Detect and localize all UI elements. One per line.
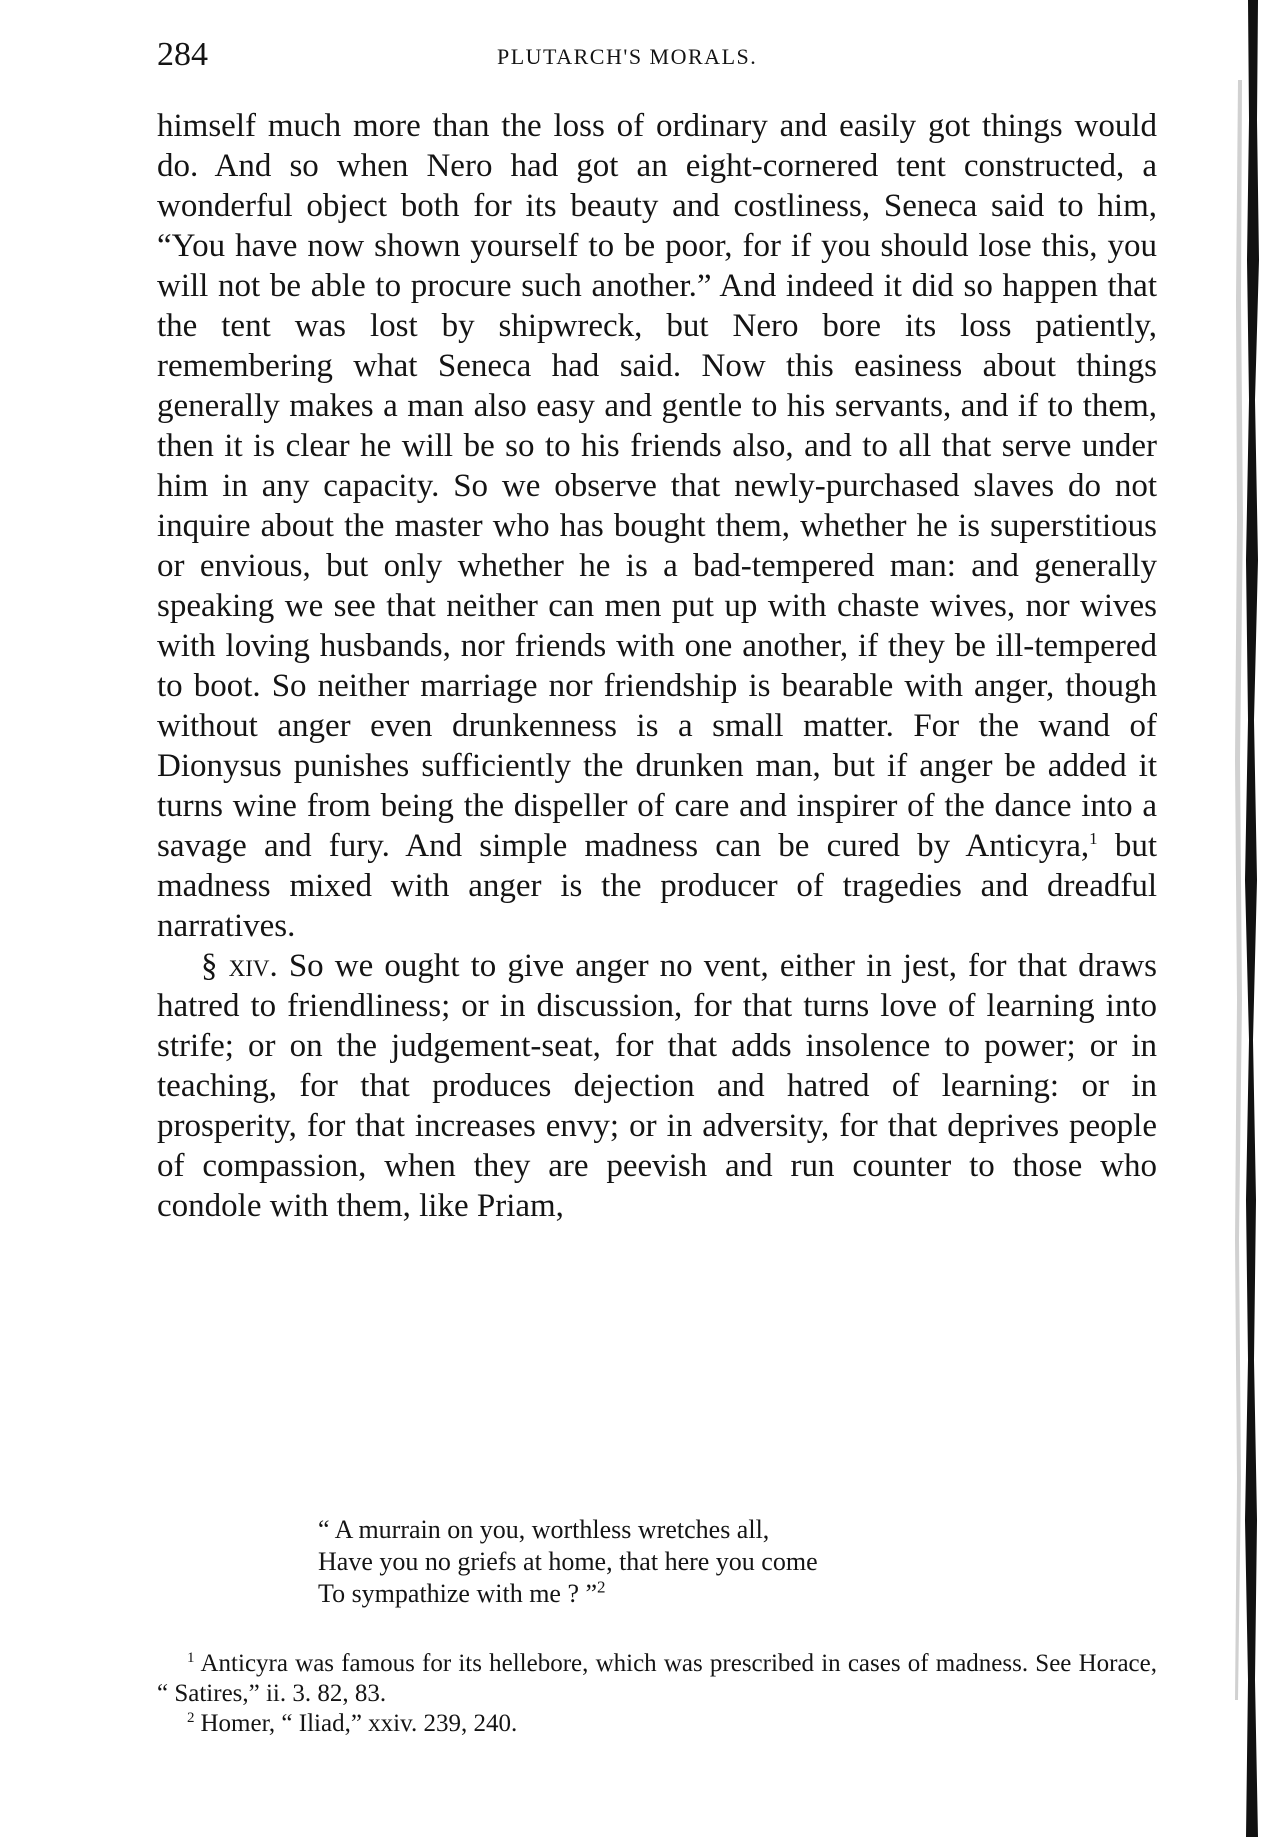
verse-line-text: Have you no griefs at home, that here you come xyxy=(318,1547,818,1576)
footnote-mark: 1 xyxy=(187,1649,195,1666)
body-text xyxy=(157,106,1157,1226)
verse-line xyxy=(318,1578,818,1610)
verse-quotation xyxy=(318,1514,818,1610)
verse-line xyxy=(318,1546,818,1578)
binding-edge-shadow xyxy=(1224,0,1270,1837)
paragraph-section-14 xyxy=(157,946,1157,1226)
footnote-1 xyxy=(157,1649,1157,1709)
footnote-text: Homer, “ Iliad,” xxiv. 239, 240. xyxy=(200,1710,518,1737)
paragraph-continuation xyxy=(157,106,1157,946)
page-number: 284 xyxy=(157,36,208,73)
verse-line-text: “ A murrain on you, worthless wretches all, xyxy=(318,1515,770,1544)
footnote-reference-2: 2 xyxy=(597,1577,606,1597)
page-header xyxy=(157,30,1157,80)
verse-line xyxy=(318,1514,818,1546)
footnote-text: Anticyra was famous for its hellebore, which was prescribed in cases of madness. See Horace, “ Satires,” ii. 3. 82, 83. xyxy=(157,1650,1157,1707)
paragraph-text: So we ought to give anger no vent, either in jest, for that draws hatred to friendliness; or in discussion, for that turns love of learning into strife; or on the judgement-seat, for that adds insolence to power; or in teaching, for that produces dejection and hatred of learning: or in prosperity, for that increases envy; or in adversity, for that deprives people of compassion, when they are peevish and run counter to those who condole with them, like Priam, xyxy=(157,948,1157,1224)
running-title: PLUTARCH'S MORALS. xyxy=(497,44,758,69)
footnotes xyxy=(157,1649,1157,1739)
footnote-2 xyxy=(157,1709,1157,1739)
paragraph-text: himself much more than the loss of ordinary and easily got things would do. And so when Nero had got an eight-cornered tent constructed, a wonderful object both for its beauty and costliness, Seneca said to him, “You have now shown yourself to be poor, for if you should lose this, you will not be able to procure such another.” And indeed it did so happen that the tent was lost by shipwreck, but Nero bore its loss patiently, remembering what Seneca had said. Now this easiness about things generally makes a man also easy and gentle to his servants, and if to them, then it is clear he will be so to his friends also, and to all that serve under him in any capacity. So we observe that newly-purchased slaves do not inquire about the master who has bought them, whether he is superstitious or envious, but only whether he is a bad-tempered man: and generally speaking we see that neither can men put up with chaste wives, nor wives with loving husbands, nor friends with one another, if they be ill-tempered to boot. So neither marriage nor friendship is bearable with anger, though without anger even drunkenness is a small matter. For the wand of Dionysus punishes sufficiently the drunken man, but if anger be added it turns wine from being the dispeller of care and inspirer of the dance into a savage and fury. And simple madness can be cured by Anticyra, xyxy=(157,108,1157,864)
footnote-reference-1: 1 xyxy=(1089,829,1098,848)
footnote-mark: 2 xyxy=(187,1709,195,1726)
verse-line-text: To sympathize with me ? ” xyxy=(318,1579,598,1608)
paragraph-text-tail: but madness mixed with anger is the producer of tragedies and dreadful narratives. xyxy=(157,828,1157,944)
section-marker: § xiv. xyxy=(201,948,278,984)
